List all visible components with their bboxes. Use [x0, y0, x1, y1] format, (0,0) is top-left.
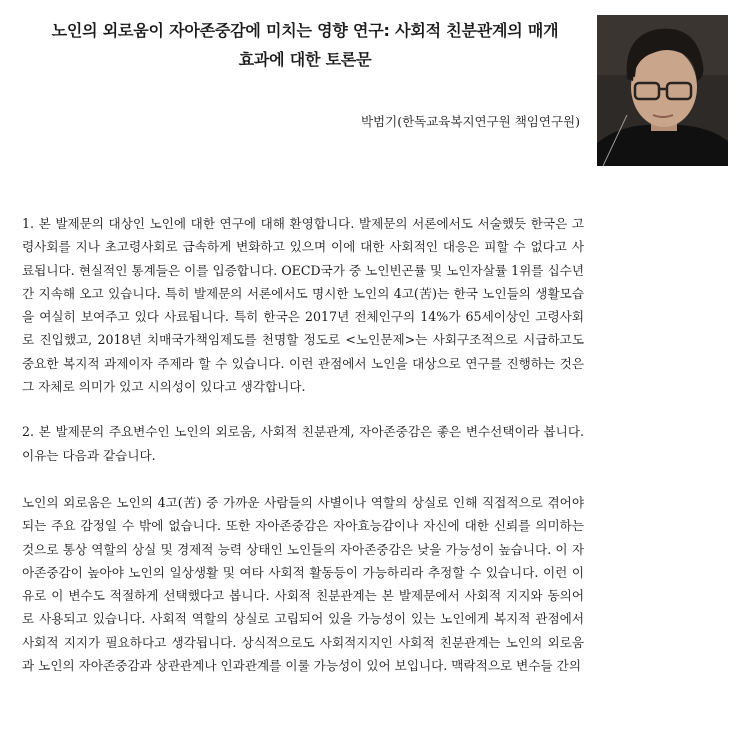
paragraph-2: 2. 본 발제문의 주요변수인 노인의 외로움, 사회적 친분관계, 자아존중감은 좋은 변수선택이라 봅니다. 이유는 다음과 같습니다. — [22, 424, 584, 463]
paragraph-3: 노인의 외로움은 노인의 4고(苦) 중 가까운 사람들의 사별이나 역할의 상실로 인해 직접적으로 겪어야 되는 주요 감정일 수 밖에 없습니다. 또한 자아존중감은 자아효능감이나 자신에 대한 신뢰를 의미하는 것으로 통상 역할의 상실 및 경제적 능력 상태인 노인들의 자아존중감은 낮을 가능성이 높습니다. 이 자아존중감이 높아야 노인의 일상생활 및 여타 사회적 활동등이 가능하리라 추정할 수 있습니다. 이런 이유로 이 변수도 적절하게 선택했다고 봅니다. 사회적 친분관계는 본 발제문에서 사회적 지지와 동의어로 사용되고 있습니다. 사회적 역할의 상실로 고립되어 있을 가능성이 있는 노인에게 복지적 관점에서 사회적 지지가 필요하다고 생각됩니다. 상식적으로도 사회적지지인 사회적 친분관계는 노인의 외로움과 노인의 자아존중감과 상관관계나 인과관계를 이룰 가능성이 있어 보입니다. 맥락적으로 변수들 간의 — [22, 494, 584, 674]
participant-video-tile[interactable] — [597, 15, 728, 166]
document-title — [18, 16, 592, 74]
title-line-2: 효과에 대한 토론문 — [238, 50, 372, 69]
paragraph-1: 1. 본 발제문의 대상인 노인에 대한 연구에 대해 환영합니다. 발제문의 서론에서도 서술했듯 한국은 고령사회를 지나 초고령사회로 급속하게 변화하고 있으며 이에 대한 사회적인 대응은 피할 수 없다고 사료됩니다. 현실적인 통계들은 이를 입증합니다. OECD국가 중 노인빈곤률 및 노인자살률 1위를 십수년간 지속해 오고 있습니다. 특히 발제문의 서론에서도 명시한 노인의 4고(苦)는 한국 노인들의 생활모습을 여실히 보여주고 있다 사료됩니다. 특히 한국은 2017년 전체인구의 14%가 65세이상인 고령사회로 진입했고, 2018년 치매국가책임제도를 천명할 정도로 <노인문제>는 사회구조적으로 시급하고도 중요한 복지적 과제이자 주제라 할 수 있습니다. 이런 관점에서 노인을 대상으로 연구를 진행하는 것은 그 자체로 의미가 있고 시의성이 있다고 생각합니다. — [22, 216, 584, 395]
author-affiliation: 박범기(한독교육복지연구원 책임연구원) — [360, 114, 580, 129]
title-line-1: 노인의 외로움이 자아존중감에 미치는 영향 연구: 사회적 친분관계의 매개 — [51, 21, 559, 40]
discussion-body — [22, 212, 584, 677]
person-webcam-icon — [597, 15, 728, 166]
